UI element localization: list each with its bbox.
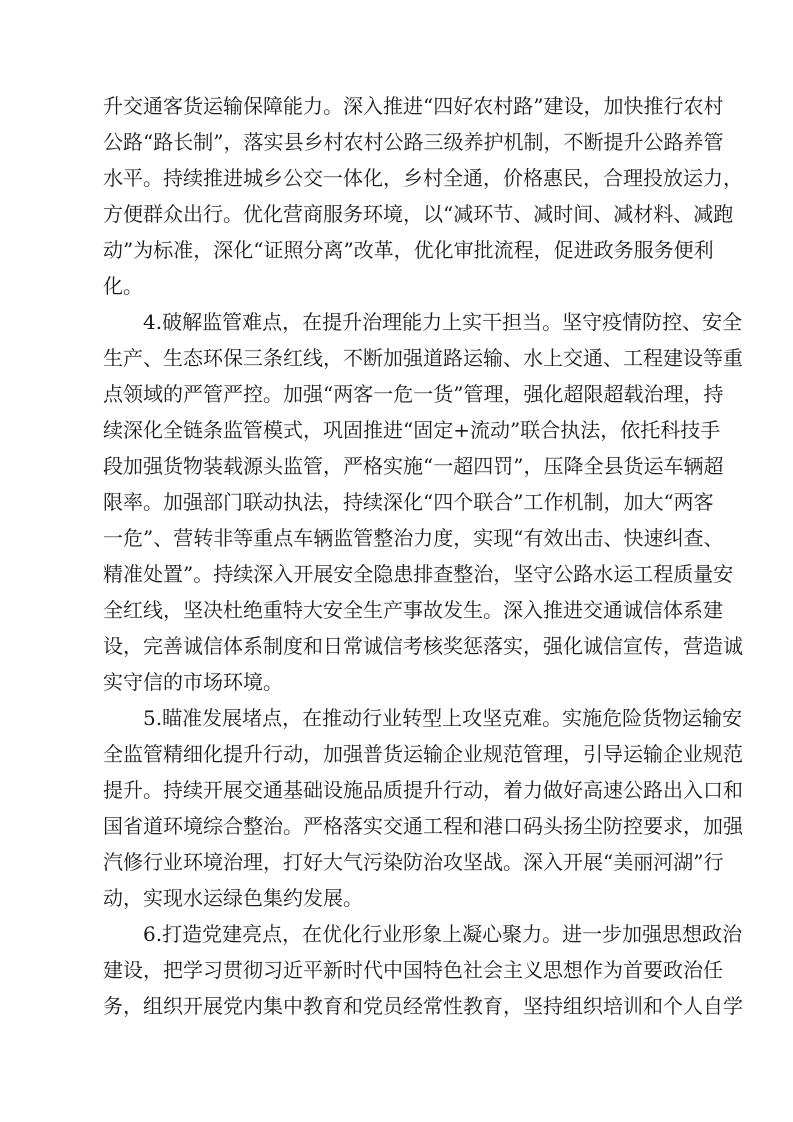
paragraph-p-continuation	[103, 88, 743, 304]
text-line: 点领域的严管严控。加强“两客一危一货”管理，强化超限超载治理，持	[103, 382, 724, 406]
text-line: 生产、生态环保三条红线，不断加强道路运输、水上交通、工程建设等重	[103, 346, 743, 370]
text-line: 动，实现水运绿色集约发展。	[103, 886, 363, 910]
text-line: 务，组织开展党内集中教育和党员经常性教育，坚持组织培训和个人自学	[103, 994, 743, 1018]
paragraph-p-4	[103, 304, 743, 700]
text-line: 全红线，坚决杜绝重特大安全生产事故发生。深入推进交通诚信体系建	[103, 598, 723, 622]
paragraph-p-6	[103, 916, 743, 1024]
text-line: 升交通客货运输保障能力。深入推进“四好农村路”建设，加快推行农村	[103, 94, 724, 118]
text-line: 实守信的市场环境。	[103, 670, 283, 694]
document-body	[103, 88, 743, 1024]
text-line: 限率。加强部门联动执法，持续深化“四个联合”工作机制，加大“两客	[103, 490, 714, 514]
text-line: 4.破解监管难点，在提升治理能力上实干担当。坚守疫情防控、安全	[143, 310, 743, 334]
text-line: 5.瞄准发展堵点，在推动行业转型上攻坚克难。实施危险货物运输安	[143, 706, 743, 730]
text-line: 续深化全链条监管模式，巩固推进“固定+流动”联合执法，依托科技手	[103, 418, 721, 442]
text-line: 公路“路长制”，落实县乡村农村公路三级养护机制，不断提升公路养管	[103, 130, 724, 154]
text-line: 国省道环境综合整治。严格落实交通工程和港口码头扬尘防控要求，加强	[103, 814, 743, 838]
text-line: 设，完善诚信体系制度和日常诚信考核奖惩落实，强化诚信宣传，营造诚	[103, 634, 743, 658]
paragraph-p-5	[103, 700, 743, 916]
text-line: 动”为标准，深化“证照分离”改革，优化审批流程，促进政务服务便利	[103, 238, 714, 262]
text-line: 段加强货物装载源头监管，严格实施“一超四罚”，压降全县货运车辆超	[103, 454, 724, 478]
text-line: 6.打造党建亮点，在优化行业形象上凝心聚力。进一步加强思想政治	[143, 922, 743, 946]
text-line: 一危”、营转非等重点车辆监管整治力度，实现“有效出击、快速纠查、	[103, 526, 724, 550]
text-line: 建设，把学习贯彻习近平新时代中国特色社会主义思想作为首要政治任	[103, 958, 723, 982]
text-line: 精准处置”。持续深入开展安全隐患排查整治，坚守公路水运工程质量安	[103, 562, 734, 586]
text-line: 化。	[103, 274, 143, 298]
text-line: 全监管精细化提升行动，加强普货运输企业规范管理，引导运输企业规范	[103, 742, 743, 766]
text-line: 方便群众出行。优化营商服务环境，以“减环节、减时间、减材料、减跑	[103, 202, 734, 226]
text-line: 汽修行业环境治理，打好大气污染防治攻坚战。深入开展“美丽河湖”行	[103, 850, 724, 874]
text-line: 水平。持续推进城乡公交一体化，乡村全通，价格惠民，合理投放运力，	[103, 166, 743, 190]
text-line: 提升。持续开展交通基础设施品质提升行动，着力做好高速公路出入口和	[103, 778, 743, 802]
